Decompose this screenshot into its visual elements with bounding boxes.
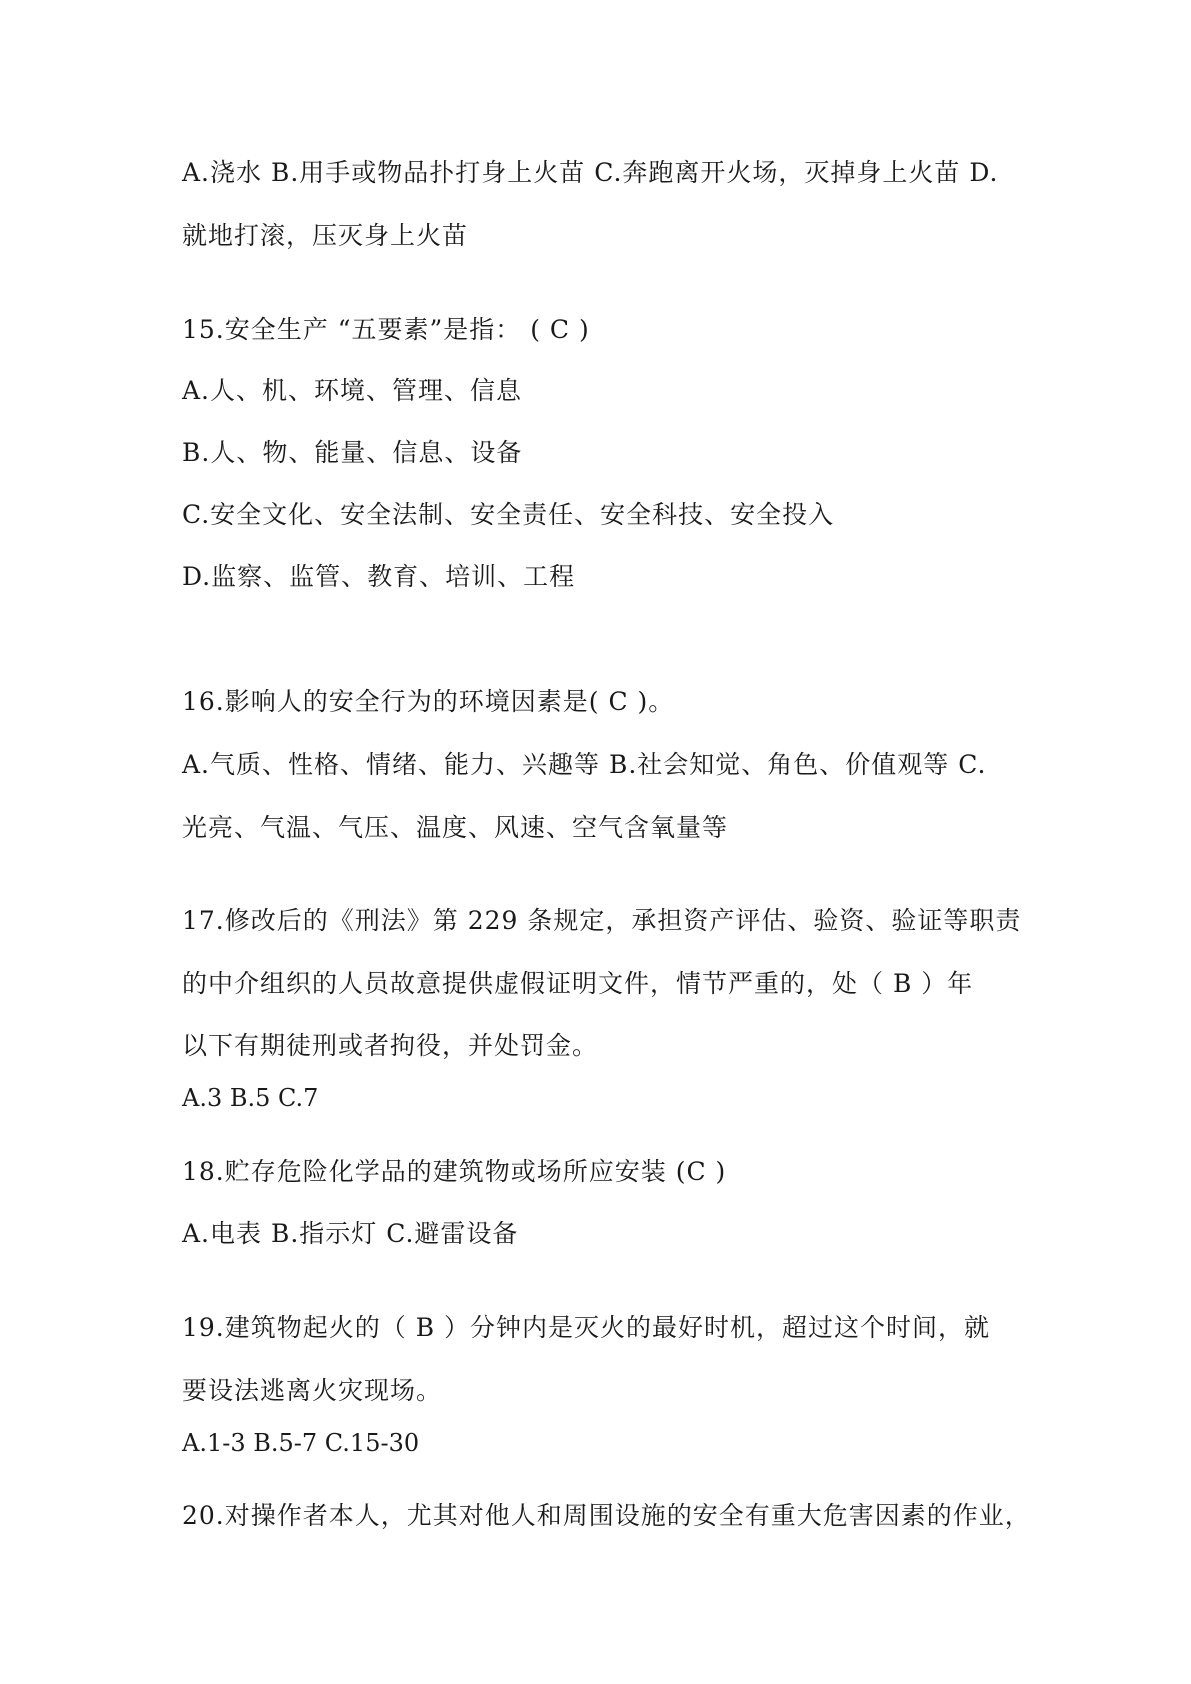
q17-stem-line3: 以下有期徒刑或者拘役，并处罚金。 bbox=[182, 1031, 599, 1060]
q18-options: A.电表 B.指示灯 C.避雷设备 bbox=[182, 1219, 519, 1248]
q14-options-line1: A.浇水 B.用手或物品扑打身上火苗 C.奔跑离开火场，灭掉身上火苗 D. bbox=[182, 158, 999, 187]
q18-stem: 18.贮存危险化学品的建筑物或场所应安装 (C ) bbox=[182, 1157, 727, 1186]
q15-option-d: D.监察、监管、教育、培训、工程 bbox=[182, 562, 576, 591]
q15-option-b: B.人、物、能量、信息、设备 bbox=[182, 438, 523, 467]
q15-stem: 15.安全生产 “五要素”是指： ( C ) bbox=[182, 315, 590, 344]
q16-options-line1: A.气质、性格、情绪、能力、兴趣等 B.社会知觉、角色、价值观等 C. bbox=[182, 750, 987, 779]
q17-options: A.3 B.5 C.7 bbox=[182, 1084, 319, 1112]
q14-options-line2: 就地打滚，压灭身上火苗 bbox=[182, 221, 469, 250]
q17-stem-line1: 17.修改后的《刑法》第 229 条规定，承担资产评估、验资、验证等职责 bbox=[182, 906, 1022, 935]
q15-option-a: A.人、机、环境、管理、信息 bbox=[182, 376, 523, 405]
q19-stem-line1: 19.建筑物起火的（ B ）分钟内是灭火的最好时机，超过这个时间，就 bbox=[182, 1313, 991, 1342]
q16-stem: 16.影响人的安全行为的环境因素是( C )。 bbox=[182, 687, 675, 716]
q17-stem-line2: 的中介组织的人员故意提供虚假证明文件，情节严重的，处（ B ）年 bbox=[182, 969, 974, 998]
q16-options-line2: 光亮、气温、气压、温度、风速、空气含氧量等 bbox=[182, 813, 729, 842]
q20-stem-line1: 20.对操作者本人，尤其对他人和周围设施的安全有重大危害因素的作业， bbox=[182, 1501, 1031, 1530]
q15-option-c: C.安全文化、安全法制、安全责任、安全科技、安全投入 bbox=[182, 500, 835, 529]
q19-options: A.1-3 B.5-7 C.15-30 bbox=[182, 1429, 420, 1457]
q19-stem-line2: 要设法逃离火灾现场。 bbox=[182, 1376, 443, 1405]
